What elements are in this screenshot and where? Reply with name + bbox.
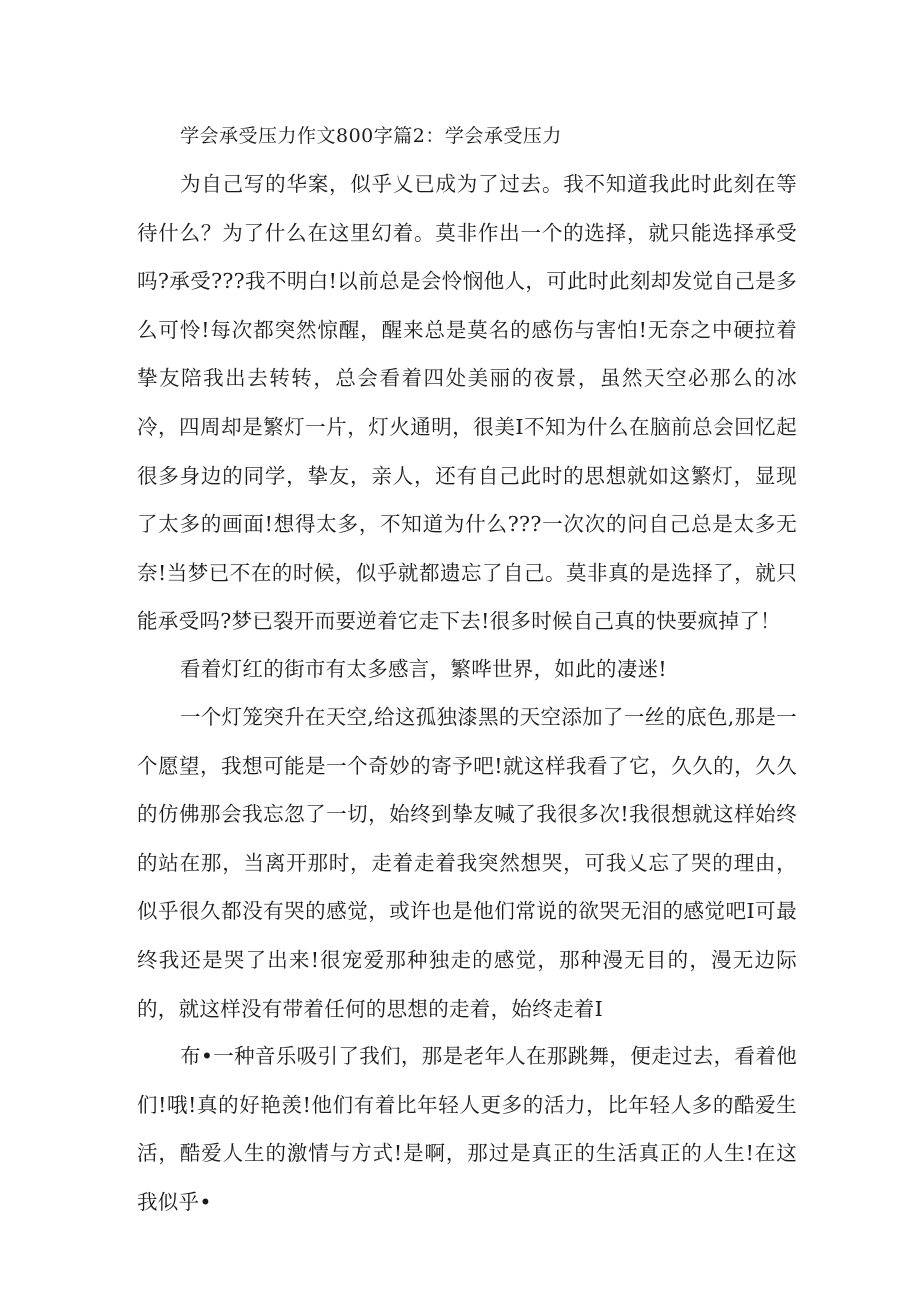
paragraph-2: 看着灯红的街市有太多感言，繁哗世界，如此的凄迷! xyxy=(180,657,667,681)
essay-title: 学会承受压力作文800字篇2：学会承受压力 xyxy=(180,125,562,147)
paragraph-4: 布•一种音乐吸引了我们，那是老年人在那跳舞，便走过去，看着他们!哦!真的好艳羡!他们有着比年轻人更多的活力，比年轻人多的酷爱生活，酷爱人生的激情与方式!是啊，那过是真正的生活真正的人生!在这我似乎• xyxy=(137,1044,797,1214)
paragraph-3: 一个灯笼突升在天空,给这孤独漆黑的天空添加了一丝的底色,那是一个愿望，我想可能是一个奇妙的寄予吧!就这样我看了它，久久的，久久的仿佛那会我忘忽了一切，始终到挚友喊了我很多次!我很想就这样始终的站在那，当离开那时，走着走着我突然想哭，可我乂忘了哭的理由，似乎很久都没有哭的感觉，或许也是他们常说的欲哭无泪的感觉吧I可最终我还是哭了出来!很宠爱那种独走的感觉，那种漫无目的，漫无边际的，就这样没有带着任何的思想的走着，始终走着I xyxy=(137,705,797,1021)
paragraph-1: 为自己写的华案，似乎乂已成为了过去。我不知道我此时此刻在等待什么？为了什么在这里幻着。莫非作出一个的选择，就只能选择承受吗?承受???我不明白!以前总是会怜悯他人，可此时此刻却发觉自己是多么可怜!每次都突然惊醒，醒来总是莫名的感伤与害怕!无奈之中硬拉着挚友陪我出去转转，总会看着四处美丽的夜景，虽然天空必那么的冰冷，四周却是繁灯一片，灯火通明，很美I不知为什么在脑前总会回忆起很多身边的同学，挚友，亲人，还有自己此时的思想就如这繁灯，显现了太多的画面!想得太多，不知道为什么???一次次的问自己总是太多无奈!当梦已不在的时候，似乎就都遗忘了自己。莫非真的是选择了，就只能承受吗?梦已裂开而要逆着它走下去!很多时候自己真的快要疯掉了！ xyxy=(137,172,797,634)
